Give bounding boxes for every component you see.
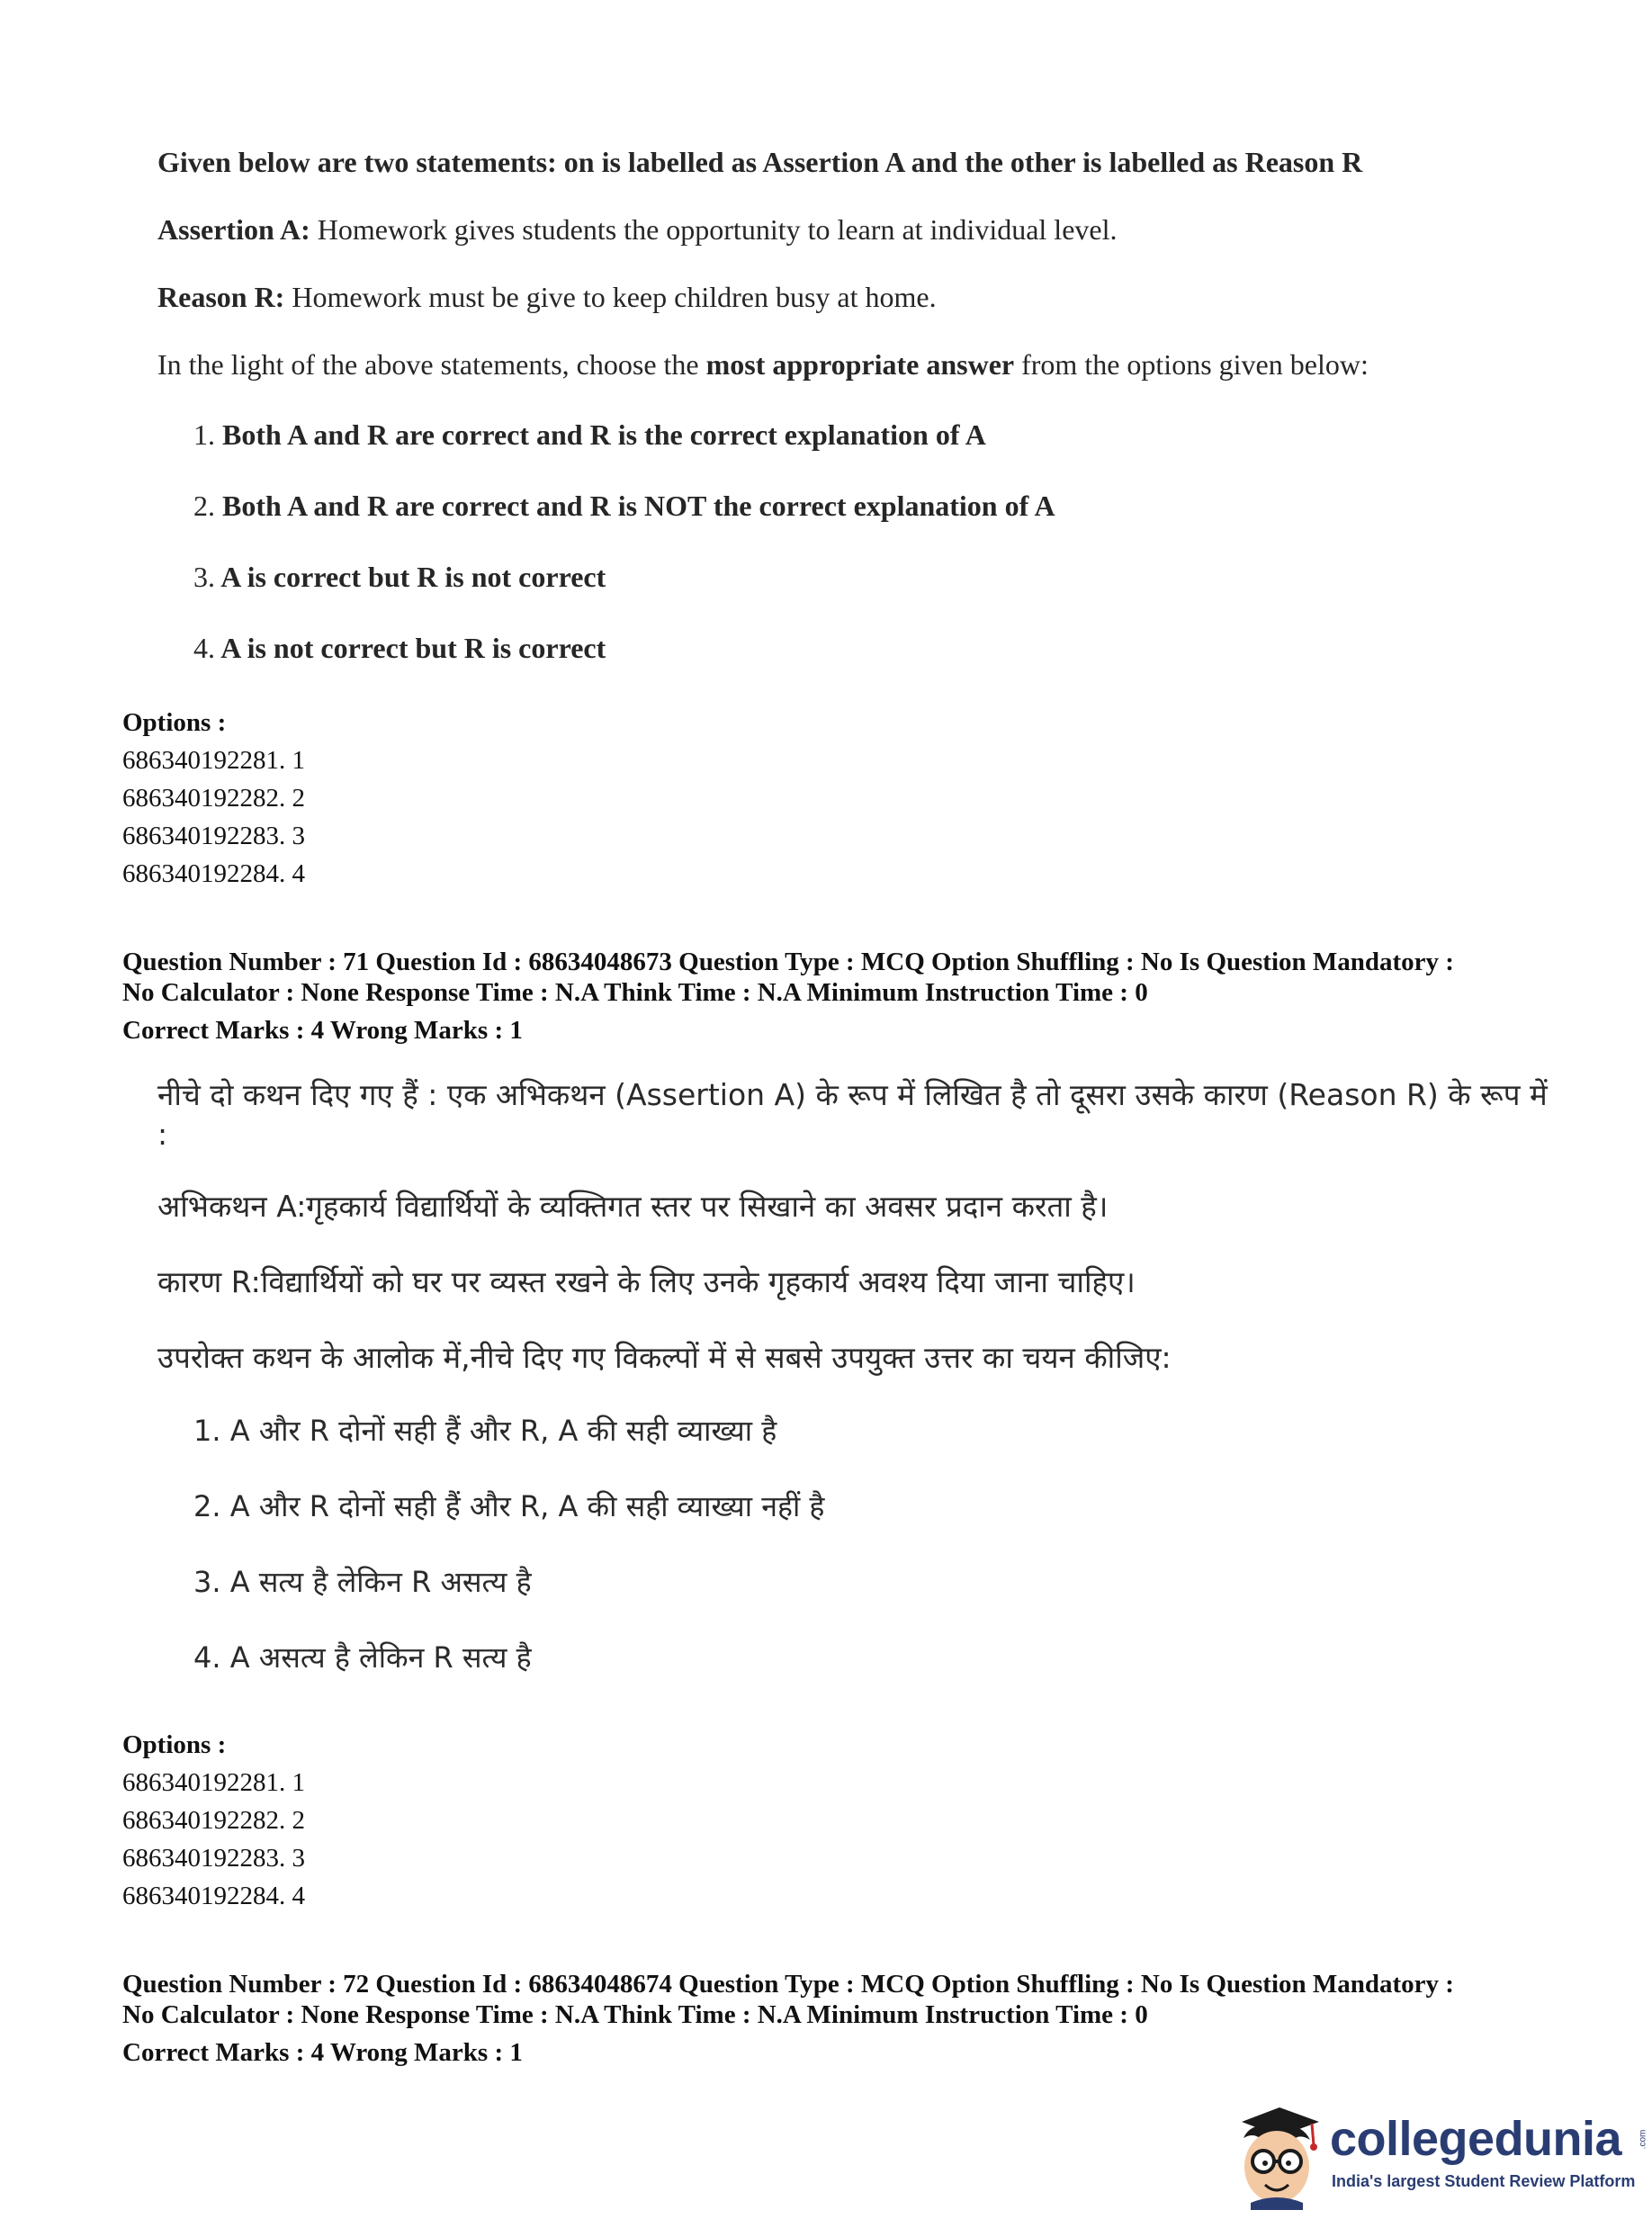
- question-heading: Given below are two statements: on is labelled as Assertion A and the other is labelled as Reason R: [157, 146, 1363, 178]
- choice-item: [193, 488, 1561, 524]
- option-id: 686340192283. 3: [122, 1844, 305, 1873]
- instruction-post: from the options given below:: [1014, 348, 1369, 381]
- marks-line: Correct Marks : 4 Wrong Marks : 1: [122, 2038, 523, 2067]
- collegedunia-logo: [1224, 2102, 1647, 2210]
- instruction-pre: In the light of the above statements, choose the: [157, 348, 706, 381]
- meta-line: No Calculator : None Response Time : N.A Think Time : N.A Minimum Instruction Time : 0: [122, 978, 1148, 1007]
- option-id: 686340192284. 4: [122, 1882, 305, 1910]
- choice-item: [193, 630, 1561, 666]
- instruction-hindi: उपरोक्त कथन के आलोक में,नीचे दिए गए विकल्पों में से सबसे उपयुक्त उत्तर का चयन कीजिए:: [157, 1340, 1172, 1375]
- choice-text: A is correct but R is not correct: [220, 561, 606, 593]
- option-id: 686340192283. 3: [122, 822, 305, 850]
- option-id: 686340192281. 1: [122, 746, 305, 775]
- choice-number: 3.: [193, 561, 215, 593]
- question-meta: [122, 1969, 1598, 2068]
- question-meta: [122, 947, 1598, 1046]
- question-english: [157, 144, 1561, 701]
- instruction: [157, 346, 1561, 382]
- choice-item-hindi: 3. A सत्य है लेकिन R असत्य है: [193, 1565, 532, 1599]
- student-mascot-icon: [1224, 2102, 1327, 2210]
- meta-line: No Calculator : None Response Time : N.A Think Time : N.A Minimum Instruction Time : 0: [122, 2000, 1148, 2029]
- logo-brand-text: collegedunia: [1330, 2112, 1622, 2166]
- logo-domain-suffix: .com: [1638, 2129, 1648, 2150]
- options-block: [122, 1726, 1562, 1915]
- options-title: Options :: [122, 708, 227, 737]
- option-id: 686340192282. 2: [122, 1806, 305, 1835]
- assertion-text: Homework gives students the opportunity to learn at individual level.: [310, 213, 1118, 246]
- choice-item-hindi: 4. A असत्य है लेकिन R सत्य है: [193, 1640, 532, 1675]
- option-id: 686340192282. 2: [122, 784, 305, 813]
- choice-item-hindi: 2. A और R दोनों सही हैं और R, A की सही व्याख्या नहीं है: [193, 1489, 825, 1523]
- choice-number: 2.: [193, 490, 215, 522]
- reason-statement: [157, 279, 1561, 315]
- choice-text: Both A and R are correct and R is NOT the correct explanation of A: [222, 490, 1055, 522]
- choice-item: [193, 559, 1561, 595]
- question-heading-hindi: नीचे दो कथन दिए गए हैं : एक अभिकथन (Assertion A) के रूप में लिखित है तो दूसरा उसके कारण (Reason R) के रूप में :: [157, 1077, 1548, 1152]
- meta-line: Question Number : 71 Question Id : 68634048673 Question Type : MCQ Option Shuffling : No Is Question Mandatory :: [122, 948, 1454, 976]
- assertion-hindi: अभिकथन A:गृहकार्य विद्यार्थियों के व्यक्तिगत स्तर पर सिखाने का अवसर प्रदान करता है।: [157, 1189, 1109, 1224]
- marks-line: Correct Marks : 4 Wrong Marks : 1: [122, 1016, 523, 1045]
- question-hindi: [157, 1075, 1561, 1714]
- options-title: Options :: [122, 1730, 227, 1759]
- options-block: [122, 704, 1562, 893]
- choice-item: [193, 417, 1561, 453]
- meta-line: Question Number : 72 Question Id : 68634048674 Question Type : MCQ Option Shuffling : No Is Question Mandatory :: [122, 1970, 1454, 1999]
- reason-text: Homework must be give to keep children busy at home.: [284, 281, 937, 313]
- choice-text: Both A and R are correct and R is the correct explanation of A: [222, 418, 986, 451]
- reason-label: Reason R:: [157, 281, 285, 313]
- choice-number: 4.: [193, 632, 215, 664]
- logo-tagline: India's largest Student Review Platform: [1332, 2172, 1636, 2190]
- option-id: 686340192281. 1: [122, 1768, 305, 1797]
- reason-hindi: कारण R:विद्यार्थियों को घर पर व्यस्त रखने के लिए उनके गृहकार्य अवश्य दिया जाना चाहिए।: [157, 1264, 1136, 1299]
- instruction-bold: most appropriate answer: [705, 348, 1015, 381]
- assertion-statement: [157, 211, 1561, 247]
- choice-list: [193, 417, 1561, 666]
- assertion-label: Assertion A:: [157, 213, 310, 246]
- choice-item-hindi: 1. A और R दोनों सही हैं और R, A की सही व्याख्या है: [193, 1414, 777, 1448]
- choice-list-hindi: [193, 1412, 1561, 1676]
- choice-text: A is not correct but R is correct: [220, 632, 606, 664]
- choice-number: 1.: [193, 418, 215, 451]
- option-id: 686340192284. 4: [122, 859, 305, 888]
